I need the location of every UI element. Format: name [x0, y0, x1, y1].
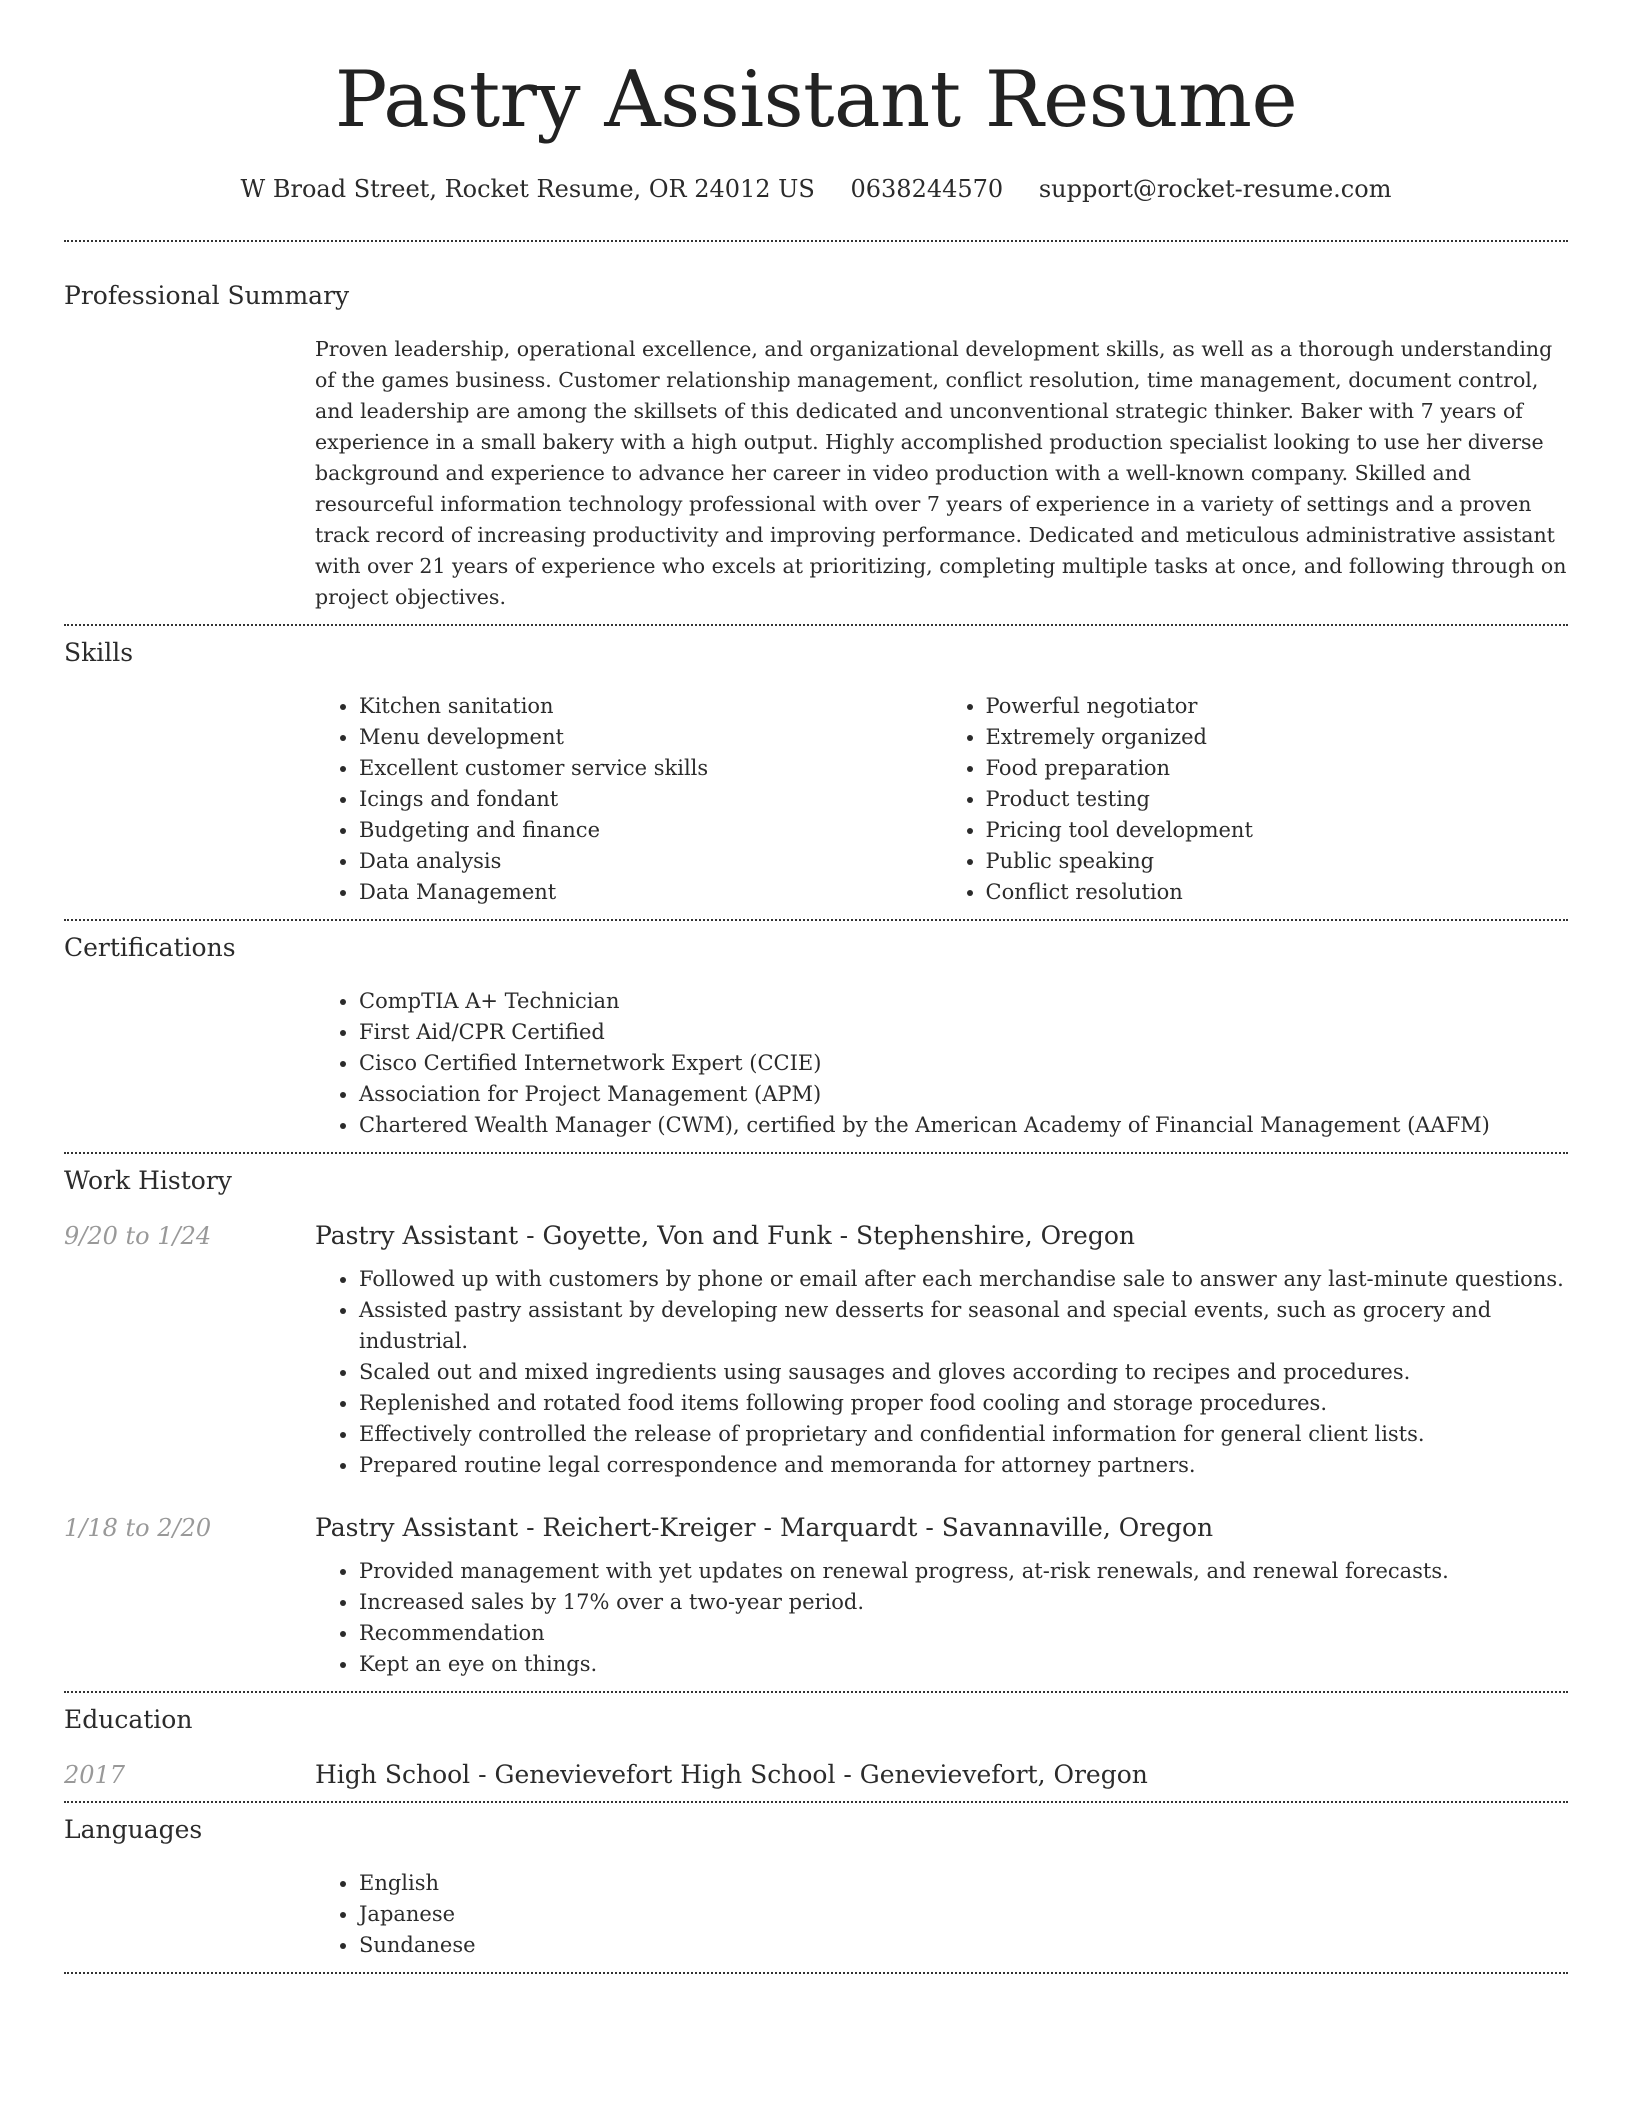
job-entry [64, 1513, 1568, 1542]
section-divider [64, 919, 1568, 921]
job-dates: 1/18 to 2/20 [64, 1514, 212, 1542]
skill-item: • Data Management [359, 877, 942, 908]
summary-section-title: Professional Summary [64, 281, 350, 310]
skills-list-right [942, 691, 1569, 908]
summary-text: Proven leadership, operational excellence, and organizational development skills, as well as a thorough understanding of the games business. Customer relationship management, conflict resolution, time management, document control, and leadership are among the skillsets of this dedicated and unconventional strategic thinker. Baker with 7 years of experience in a small bakery with a high output. Highly accomplished production specialist looking to use her diverse background and experience to advance her career in video production with a well-known company. Skilled and resourceful information technology professional with over 7 years of experience in a variety of settings and a proven track record of increasing productivity and improving performance. Dedicated and meticulous administrative assistant with over 21 years of experience who excels at prioritizing, completing multiple tasks at once, and following through on project objectives. [315, 337, 1567, 609]
skill-item: • Conflict resolution [986, 877, 1569, 908]
job-bullets [315, 1264, 1568, 1481]
work-section-title: Work History [64, 1166, 232, 1195]
job-bullet: • Prepared routine legal correspondence and memoranda for attorney partners. [359, 1450, 1568, 1481]
job-bullet: • Increased sales by 17% over a two-year period. [359, 1587, 1568, 1618]
job-bullet: • Followed up with customers by phone or email after each merchandise sale to answer any last-minute questions. [359, 1264, 1568, 1295]
certification-item: • Cisco Certified Internetwork Expert (CCIE) [359, 1048, 1568, 1079]
job-bullet: • Assisted pastry assistant by developing new desserts for seasonal and special events, such as grocery and industrial. [359, 1295, 1568, 1357]
skill-item: • Pricing tool development [986, 815, 1569, 846]
certification-item: • CompTIA A+ Technician [359, 986, 1568, 1017]
job-bullet: • Recommendation [359, 1618, 1568, 1649]
skills-list-left [315, 691, 942, 908]
skill-item: • Excellent customer service skills [359, 753, 942, 784]
skill-item: • Menu development [359, 722, 942, 753]
certifications-list [315, 986, 1568, 1141]
job-bullet: • Provided management with yet updates on renewal progress, at-risk renewals, and renewal forecasts. [359, 1556, 1568, 1587]
education-date: 2017 [64, 1761, 126, 1789]
skill-item: • Budgeting and finance [359, 815, 942, 846]
education-entry [64, 1760, 1568, 1789]
languages-section-title: Languages [64, 1815, 203, 1844]
job-bullets [315, 1556, 1568, 1680]
job-entry [64, 1221, 1568, 1250]
section-divider [64, 624, 1568, 626]
job-bullet: • Scaled out and mixed ingredients using sausages and gloves according to recipes and procedures. [359, 1357, 1568, 1388]
skill-item: • Public speaking [986, 846, 1569, 877]
section-divider [64, 1972, 1568, 1974]
skills-section-title: Skills [64, 638, 134, 667]
language-item: • Japanese [359, 1899, 1568, 1930]
language-item: • Sundanese [359, 1930, 1568, 1961]
certification-item: • Chartered Wealth Manager (CWM), certified by the American Academy of Financial Management (AAFM) [359, 1110, 1568, 1141]
skills-list [315, 691, 1568, 908]
contact-email: support@rocket-resume.com [1038, 175, 1392, 203]
languages-list [315, 1868, 1568, 1961]
skill-item: • Icings and fondant [359, 784, 942, 815]
language-item: • English [359, 1868, 1568, 1899]
skill-item: • Food preparation [986, 753, 1569, 784]
job-heading: Pastry Assistant - Reichert-Kreiger - Marquardt - Savannaville, Oregon [315, 1513, 1214, 1542]
contact-address: W Broad Street, Rocket Resume, OR 24012 US [240, 175, 815, 203]
job-bullet: • Replenished and rotated food items following proper food cooling and storage procedures. [359, 1388, 1568, 1419]
skill-item: • Kitchen sanitation [359, 691, 942, 722]
section-divider [64, 240, 1568, 242]
certification-item: • First Aid/CPR Certified [359, 1017, 1568, 1048]
contact-line [64, 174, 1568, 204]
skill-item: • Product testing [986, 784, 1569, 815]
skill-item: • Powerful negotiator [986, 691, 1569, 722]
section-divider [64, 1691, 1568, 1693]
skill-item: • Extremely organized [986, 722, 1569, 753]
job-dates: 9/20 to 1/24 [64, 1222, 212, 1250]
skill-item: • Data analysis [359, 846, 942, 877]
certification-item: • Association for Project Management (APM) [359, 1079, 1568, 1110]
section-divider [64, 1152, 1568, 1154]
education-heading: High School - Genevievefort High School - Genevievefort, Oregon [315, 1760, 1148, 1789]
education-section-title: Education [64, 1705, 193, 1734]
resume-title: Pastry Assistant Resume [334, 55, 1298, 145]
certifications-section-title: Certifications [64, 933, 236, 962]
job-bullet: • Kept an eye on things. [359, 1649, 1568, 1680]
contact-phone: 0638244570 [850, 175, 1004, 203]
job-heading: Pastry Assistant - Goyette, Von and Funk - Stephenshire, Oregon [315, 1221, 1135, 1250]
job-bullet: • Effectively controlled the release of proprietary and confidential information for general client lists. [359, 1419, 1568, 1450]
section-divider [64, 1801, 1568, 1803]
